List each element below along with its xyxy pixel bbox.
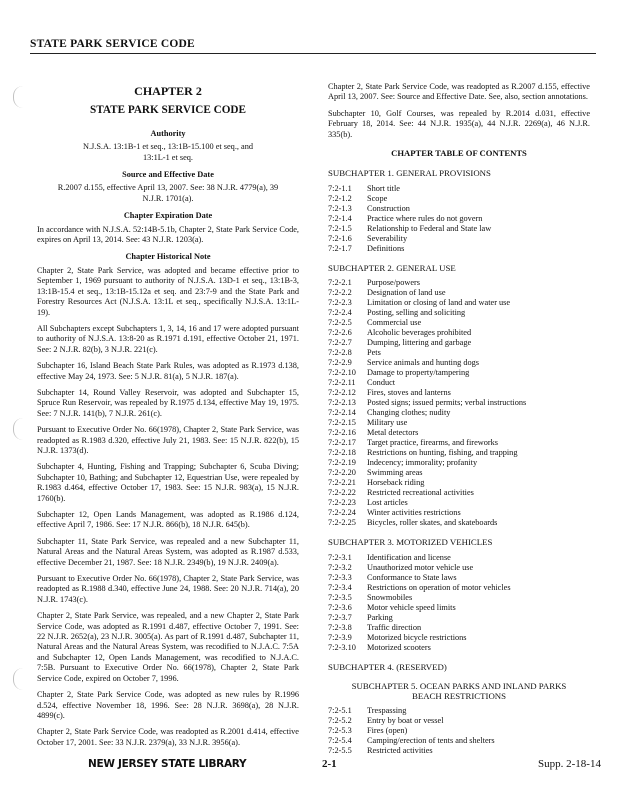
section-number: 7:2-3.7 bbox=[328, 612, 352, 622]
section-title: Camping/erection of tents and shelters bbox=[367, 736, 495, 746]
section-number: 7:2-2.19 bbox=[328, 458, 356, 468]
section-title: Snowmobiles bbox=[367, 592, 413, 602]
section-title: Identification and license bbox=[367, 552, 451, 562]
section-number: 7:2-1.1 bbox=[328, 183, 352, 193]
section-title: Military use bbox=[367, 418, 408, 428]
historical-note-continued bbox=[328, 82, 590, 140]
history-paragraph: Chapter 2, State Park Service Code, was adopted as new rules by R.1996 d.524, effective November 18, 1996. See: 28 N.J.R. 3698(a), 28 N.J.R. 4899(c). bbox=[37, 690, 299, 720]
toc-title: CHAPTER TABLE OF CONTENTS bbox=[391, 148, 527, 159]
section-number: 7:2-3.6 bbox=[328, 602, 352, 612]
section-title: Changing clothes; nudity bbox=[367, 408, 451, 418]
section-number: 7:2-2.18 bbox=[328, 448, 356, 458]
toc-entry bbox=[328, 623, 590, 633]
toc-entry bbox=[328, 438, 590, 448]
section-number: 7:2-2.20 bbox=[328, 468, 356, 478]
section-title: Restrictions on hunting, fishing, and trapping bbox=[367, 448, 518, 458]
section-title: Service animals and hunting dogs bbox=[367, 358, 479, 368]
toc-entry bbox=[328, 706, 590, 716]
section-number: 7:2-2.5 bbox=[328, 318, 352, 328]
toc-entry bbox=[328, 224, 590, 234]
section-number: 7:2-2.12 bbox=[328, 388, 356, 398]
expiration-text: In accordance with N.J.S.A. 52:14B-5.1b, Chapter 2, State Park Service Code, expires on April 13, 2014. See: 43 N.J.R. 1203(a). bbox=[37, 224, 299, 245]
toc-entry bbox=[328, 308, 590, 318]
section-number: 7:2-3.9 bbox=[328, 632, 352, 642]
section-title: Parking bbox=[367, 612, 393, 622]
source-text: R.2007 d.155, effective April 13, 2007. See: 38 N.J.R. 4779(a), 39 N.J.R. 1701(a). bbox=[57, 183, 279, 203]
section-title: Metal detectors bbox=[367, 428, 419, 438]
section-title: Entry by boat or vessel bbox=[367, 716, 444, 726]
section-title: Posted signs; issued permits; verbal instructions bbox=[367, 398, 527, 408]
section-number: 7:2-3.4 bbox=[328, 582, 352, 592]
subchapter-heading: SUBCHAPTER 1. GENERAL PROVISIONS bbox=[328, 168, 491, 179]
section-number: 7:2-2.10 bbox=[328, 368, 356, 378]
section-title: Conformance to State laws bbox=[367, 572, 457, 582]
authority-text: N.J.S.A. 13:1B-1 et seq., 13:1B-15.100 et seq., and 13:1L-1 et seq. bbox=[82, 142, 254, 162]
subchapter-heading: SUBCHAPTER 3. MOTORIZED VEHICLES bbox=[328, 537, 493, 548]
toc-entry bbox=[328, 318, 590, 328]
section-number: 7:2-3.5 bbox=[328, 592, 352, 602]
binder-hole-mark bbox=[13, 418, 28, 440]
subchapter-heading: SUBCHAPTER 5. OCEAN PARKS AND INLAND PARKS BEACH RESTRICTIONS bbox=[351, 681, 567, 702]
toc-entry bbox=[328, 458, 590, 468]
section-title: Restrictions on operation of motor vehicles bbox=[367, 582, 511, 592]
section-title: Conduct bbox=[367, 378, 396, 388]
toc-entry bbox=[328, 398, 590, 408]
subchapter-heading: SUBCHAPTER 2. GENERAL USE bbox=[328, 262, 456, 273]
toc-entry bbox=[328, 418, 590, 428]
toc-entry bbox=[328, 518, 590, 528]
toc-entry bbox=[328, 368, 590, 378]
history-paragraph: Subchapter 16, Island Beach State Park Rules, was adopted as R.1973 d.138, effective May 24, 1973. See: 5 N.J.R. 81(a), 5 N.J.R. 187(a). bbox=[37, 361, 299, 381]
toc-entry bbox=[328, 288, 590, 298]
section-number: 7:2-3.10 bbox=[328, 642, 356, 652]
history-paragraph: Subchapter 12, Open Lands Management, was adopted as R.1986 d.124, effective April 7, 1986. See: 17 N.J.R. 866(b), 18 N.J.R. 645(b). bbox=[37, 510, 299, 530]
section-title: Commercial use bbox=[367, 318, 422, 328]
section-number: 7:2-2.2 bbox=[328, 288, 352, 298]
toc-entry bbox=[328, 184, 590, 194]
history-paragraph: Chapter 2, State Park Service, was repealed, and a new Chapter 2, State Park Service Code, was adopted as R.1991 d.487, effective October 7, 1991. See: 22 N.J.R. 2652(a), 23 N.J.R. 3005(a). As part of R.1991 d.487, Subchapter 11, Natural Areas and the Natural Areas System, was recodified to N.J.A.C. 7:5A and Subchapter 12, Open Lands Management, was recodified to N.J.A.C. 7:5B. Pursuant to Executive Order No. 66(1978), Chapter 2, State Park Service Code, expired on October 7, 1996. bbox=[37, 611, 299, 683]
section-title: Fires (open) bbox=[367, 726, 408, 736]
section-title: Short title bbox=[367, 183, 400, 193]
toc-entry bbox=[328, 716, 590, 726]
section-title: Purpose/powers bbox=[367, 278, 421, 288]
toc-entry bbox=[328, 194, 590, 204]
history-paragraph: All Subchapters except Subchapters 1, 3, 14, 16 and 17 were adopted pursuant to authority of N.J.S.A. 13:8-20 as R.1971 d.191, effective October 21, 1971. See: 2 N.J.R. 82(b), 3 N.J.R. 221(c). bbox=[37, 323, 299, 354]
toc-entry bbox=[328, 643, 590, 653]
binder-hole-mark bbox=[13, 668, 28, 690]
section-number: 7:2-2.7 bbox=[328, 338, 352, 348]
section-number: 7:2-1.4 bbox=[328, 213, 352, 223]
section-title: Target practice, firearms, and fireworks bbox=[367, 438, 499, 448]
history-paragraph: Subchapter 10, Golf Courses, was repealed by R.2014 d.031, effective February 18, 2014. See: 44 N.J.R. 1935(a), 44 N.J.R. 2269(a), 46 N.J.R. 335(b). bbox=[328, 108, 590, 139]
chapter-number: CHAPTER 2 bbox=[134, 84, 202, 98]
toc-entry bbox=[328, 633, 590, 643]
history-paragraph: Subchapter 4, Hunting, Fishing and Trapping; Subchapter 6, Scuba Diving; Subchapter 10, Bathing; and Subchapter 12, Equestrian Use, were repealed by R.1983 d.464, effective October 17, 1983. See: 15 N.J.R. 983(a), 15 N.J.R. 1760(b). bbox=[37, 462, 299, 503]
section-title: Scope bbox=[367, 193, 388, 203]
toc-entry bbox=[328, 726, 590, 736]
section-number: 7:2-1.7 bbox=[328, 243, 352, 253]
section-number: 7:2-3.3 bbox=[328, 572, 352, 582]
section-number: 7:2-2.14 bbox=[328, 408, 356, 418]
section-title: Lost articles bbox=[367, 498, 408, 508]
toc-entry bbox=[328, 593, 590, 603]
section-number: 7:2-2.9 bbox=[328, 358, 352, 368]
subchapter-heading: SUBCHAPTER 4. (RESERVED) bbox=[328, 661, 447, 672]
section-number: 7:2-1.5 bbox=[328, 223, 352, 233]
section-title: Indecency; immorality; profanity bbox=[367, 458, 478, 468]
header-rule bbox=[30, 53, 596, 54]
toc-entry bbox=[328, 428, 590, 438]
section-number: 7:2-5.2 bbox=[328, 716, 352, 726]
toc-entry bbox=[328, 204, 590, 214]
section-number: 7:2-2.1 bbox=[328, 278, 352, 288]
toc-entry bbox=[328, 214, 590, 224]
source-heading: Source and Effective Date bbox=[122, 170, 214, 180]
toc-entry bbox=[328, 378, 590, 388]
section-number: 7:2-2.25 bbox=[328, 518, 356, 528]
toc-entry bbox=[328, 348, 590, 358]
section-title: Pets bbox=[367, 348, 381, 358]
section-title: Bicycles, roller skates, and skateboards bbox=[367, 518, 498, 528]
section-title: Designation of land use bbox=[367, 288, 446, 298]
section-title: Severability bbox=[367, 233, 408, 243]
section-number: 7:2-2.11 bbox=[328, 378, 356, 388]
library-stamp: NEW JERSEY STATE LIBRARY bbox=[88, 758, 247, 770]
section-number: 7:2-3.1 bbox=[328, 552, 352, 562]
toc-entry bbox=[328, 478, 590, 488]
section-title: Restricted recreational activities bbox=[367, 488, 474, 498]
section-number: 7:2-2.4 bbox=[328, 308, 352, 318]
history-paragraph: Subchapter 11, State Park Service, was repealed and a new Subchapter 11, Natural Areas and the Natural Areas System, was adopted as R.1987 d.533, effective December 21, 1987. See: 18 N.J.R. 2349(b), 19 N.J.R. 2409(a). bbox=[37, 536, 299, 567]
toc-entry bbox=[328, 468, 590, 478]
section-number: 7:2-5.4 bbox=[328, 736, 352, 746]
toc-entry bbox=[328, 278, 590, 288]
section-title: Swimming areas bbox=[367, 468, 423, 478]
toc-entry bbox=[328, 448, 590, 458]
section-title: Practice where rules do not govern bbox=[367, 213, 483, 223]
section-title: Motorized scooters bbox=[367, 642, 431, 652]
toc-entry bbox=[328, 498, 590, 508]
history-paragraph: Subchapter 14, Round Valley Reservoir, was adopted and Subchapter 15, Spruce Run Reservoir, was repealed by R.1975 d.134, effective May 19, 1975. See: 7 N.J.R. 141(b), 7 N.J.R. 261(c). bbox=[37, 387, 299, 418]
table-of-contents bbox=[328, 168, 590, 756]
section-number: 7:2-2.22 bbox=[328, 488, 356, 498]
toc-entry bbox=[328, 736, 590, 746]
section-number: 7:2-5.3 bbox=[328, 726, 352, 736]
section-title: Damage to property/tampering bbox=[367, 368, 470, 378]
section-number: 7:2-1.6 bbox=[328, 233, 352, 243]
section-number: 7:2-2.24 bbox=[328, 508, 356, 518]
section-number: 7:2-2.16 bbox=[328, 428, 356, 438]
history-heading: Chapter Historical Note bbox=[125, 252, 211, 262]
section-number: 7:2-3.8 bbox=[328, 622, 352, 632]
section-title: Fires, stoves and lanterns bbox=[367, 388, 451, 398]
toc-entry bbox=[328, 603, 590, 613]
section-number: 7:2-2.6 bbox=[328, 328, 352, 338]
section-number: 7:2-2.3 bbox=[328, 298, 352, 308]
section-title: Traffic direction bbox=[367, 622, 422, 632]
section-title: Limitation or closing of land and water use bbox=[367, 298, 511, 308]
section-number: 7:2-2.17 bbox=[328, 438, 356, 448]
section-number: 7:2-1.2 bbox=[328, 193, 352, 203]
toc-entry bbox=[328, 234, 590, 244]
left-column bbox=[37, 82, 299, 754]
right-column bbox=[328, 82, 590, 756]
page-number: 2-1 bbox=[322, 758, 337, 770]
toc-entry bbox=[328, 573, 590, 583]
toc-entry bbox=[328, 338, 590, 348]
history-paragraph: Pursuant to Executive Order No. 66(1978), Chapter 2, State Park Service, was readopted as R.1983 d.320, effective July 21, 1983. See: 15 N.J.R. 822(b), 15 N.J.R. 1373(d). bbox=[37, 425, 299, 455]
toc-entry bbox=[328, 488, 590, 498]
history-paragraph: Chapter 2, State Park Service Code, was readopted as R.2007 d.155, effective April 13, 2007. See: Source and Effective Date. See, also, section annotations. bbox=[328, 82, 590, 102]
chapter-title: STATE PARK SERVICE CODE bbox=[90, 104, 246, 117]
section-title: Dumping, littering and garbage bbox=[367, 338, 472, 348]
history-paragraph: Chapter 2, State Park Service, was adopted and became effective prior to September 1, 1969 pursuant to authority of N.J.S.A. 13D-1 et seq., 13:1B-3, 13:1B-15.4 et seq., 13:1B-15.12a et seq. and 23:7-9 and the State Park and Forestry Resources Act (N.J.S.A. 13:1L et seq., specifically N.J.S.A. 13:1L-19). bbox=[37, 265, 299, 317]
section-number: 7:2-3.2 bbox=[328, 562, 352, 572]
section-title: Posting, selling and soliciting bbox=[367, 308, 466, 318]
section-number: 7:2-2.23 bbox=[328, 498, 356, 508]
section-number: 7:2-5.1 bbox=[328, 706, 352, 716]
toc-entry bbox=[328, 746, 590, 756]
section-title: Trespassing bbox=[367, 706, 407, 716]
toc-entry bbox=[328, 244, 590, 254]
section-title: Motorized bicycle restrictions bbox=[367, 632, 467, 642]
toc-entry bbox=[328, 298, 590, 308]
supplement-date: Supp. 2-18-14 bbox=[538, 758, 601, 770]
section-title: Winter activities restrictions bbox=[367, 508, 461, 518]
section-title: Alcoholic beverages prohibited bbox=[367, 328, 472, 338]
toc-entry bbox=[328, 408, 590, 418]
section-number: 7:2-5.5 bbox=[328, 746, 352, 756]
section-title: Definitions bbox=[367, 243, 405, 253]
section-number: 7:2-2.8 bbox=[328, 348, 352, 358]
toc-entry bbox=[328, 613, 590, 623]
toc-entry bbox=[328, 563, 590, 573]
section-title: Unauthorized motor vehicle use bbox=[367, 562, 474, 572]
authority-heading: Authority bbox=[150, 128, 186, 138]
toc-entry bbox=[328, 583, 590, 593]
section-number: 7:2-2.15 bbox=[328, 418, 356, 428]
section-number: 7:2-2.21 bbox=[328, 478, 356, 488]
toc-entry bbox=[328, 508, 590, 518]
binder-hole-mark bbox=[13, 86, 28, 108]
toc-entry bbox=[328, 553, 590, 563]
section-title: Relationship to Federal and State law bbox=[367, 223, 492, 233]
history-paragraph: Chapter 2, State Park Service Code, was readopted as R.2001 d.414, effective October 17, 2001. See: 33 N.J.R. 2379(a), 33 N.J.R. 3956(a). bbox=[37, 727, 299, 747]
toc-entry bbox=[328, 328, 590, 338]
section-title: Motor vehicle speed limits bbox=[367, 602, 456, 612]
history-paragraph: Pursuant to Executive Order No. 66(1978), Chapter 2, State Park Service, was readopted as R.1988 d.340, effective June 24, 1988. See: 20 N.J.R. 714(a), 20 N.J.R. 1743(c). bbox=[37, 574, 299, 604]
section-number: 7:2-1.3 bbox=[328, 203, 352, 213]
section-title: Restricted activities bbox=[367, 746, 433, 756]
toc-entry bbox=[328, 358, 590, 368]
section-number: 7:2-2.13 bbox=[328, 398, 356, 408]
historical-note bbox=[37, 266, 299, 748]
running-header: STATE PARK SERVICE CODE bbox=[30, 38, 195, 50]
section-title: Construction bbox=[367, 203, 410, 213]
toc-entry bbox=[328, 388, 590, 398]
section-title: Horseback riding bbox=[367, 478, 425, 488]
expiration-heading: Chapter Expiration Date bbox=[123, 211, 213, 221]
